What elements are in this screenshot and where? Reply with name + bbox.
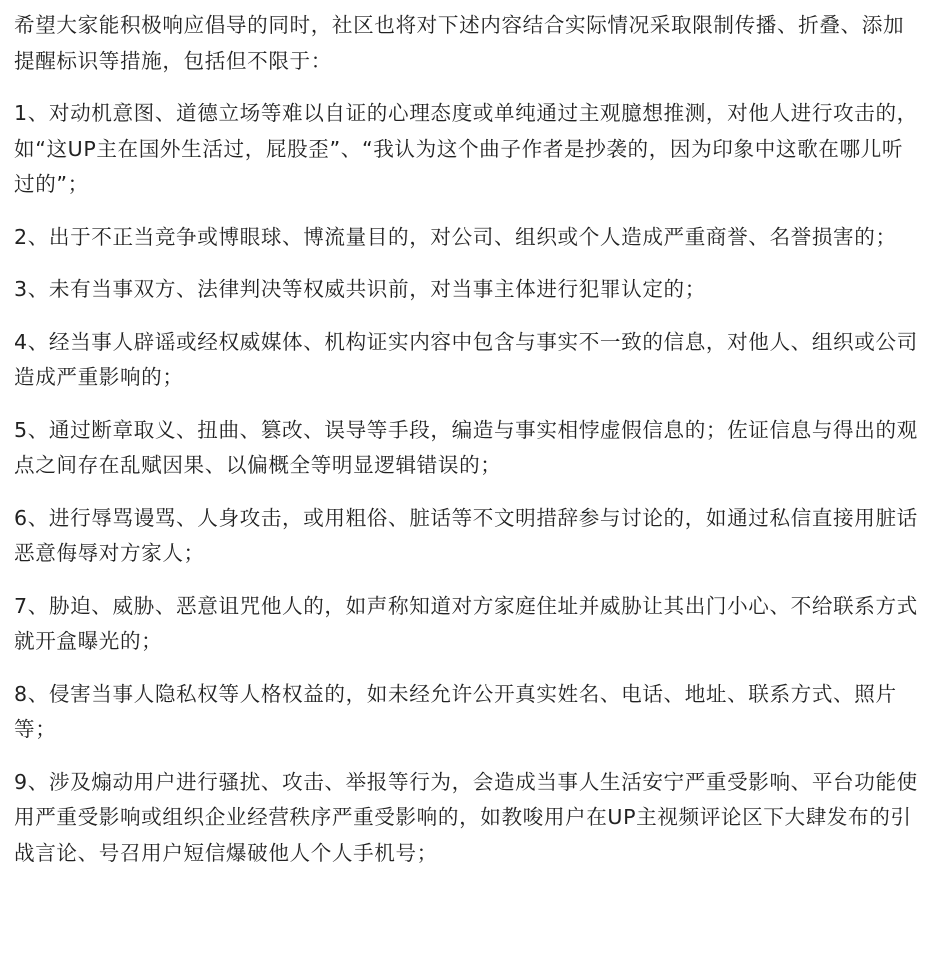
rule-item-6: 6、进行辱骂谩骂、人身攻击，或用粗俗、脏话等不文明措辞参与讨论的，如通过私信直接用脏话恶意侮辱对方家人； [14,505,918,565]
rule-item-3: 3、未有当事双方、法律判决等权威共识前，对当事主体进行犯罪认定的； [14,277,706,301]
rule-item-4: 4、经当事人辟谣或经权威媒体、机构证实内容中包含与事实不一致的信息，对他人、组织或公司造成严重影响的； [14,329,918,389]
rule-item-8: 8、侵害当事人隐私权等人格权益的，如未经允许公开真实姓名、电话、地址、联系方式、照片等； [14,681,897,741]
rule-item-2: 2、出于不正当竞争或博眼球、博流量目的，对公司、组织或个人造成严重商誉、名誉损害的； [14,224,897,249]
rule-item-5: 5、通过断章取义、扭曲、篡改、误导等手段，编造与事实相悖虚假信息的；佐证信息与得出的观点之间存在乱赋因果、以偏概全等明显逻辑错误的； [14,417,918,477]
rule-item-9: 9、涉及煽动用户进行骚扰、攻击、举报等行为，会造成当事人生活安宁严重受影响、平台功能使用严重受影响或组织企业经营秩序严重受影响的，如教唆用户在UP主视频评论区下大肆发布的引战言论、号召用户短信爆破他人个人手机号； [14,769,918,865]
intro-paragraph: 希望大家能积极响应倡导的同时，社区也将对下述内容结合实际情况采取限制传播、折叠、添加提醒标识等措施，包括但不限于： [14,13,905,73]
rule-item-7: 7、胁迫、威胁、恶意诅咒他人的，如声称知道对方家庭住址并威胁让其出门小心、不给联系方式就开盒曝光的； [14,593,918,653]
rule-item-1: 1、对动机意图、道德立场等难以自证的心理态度或单纯通过主观臆想推测，对他人进行攻击的，如“这UP主在国外生活过，屁股歪”、“我认为这个曲子作者是抄袭的，因为印象中这歌在哪儿听过的”； [14,101,918,196]
